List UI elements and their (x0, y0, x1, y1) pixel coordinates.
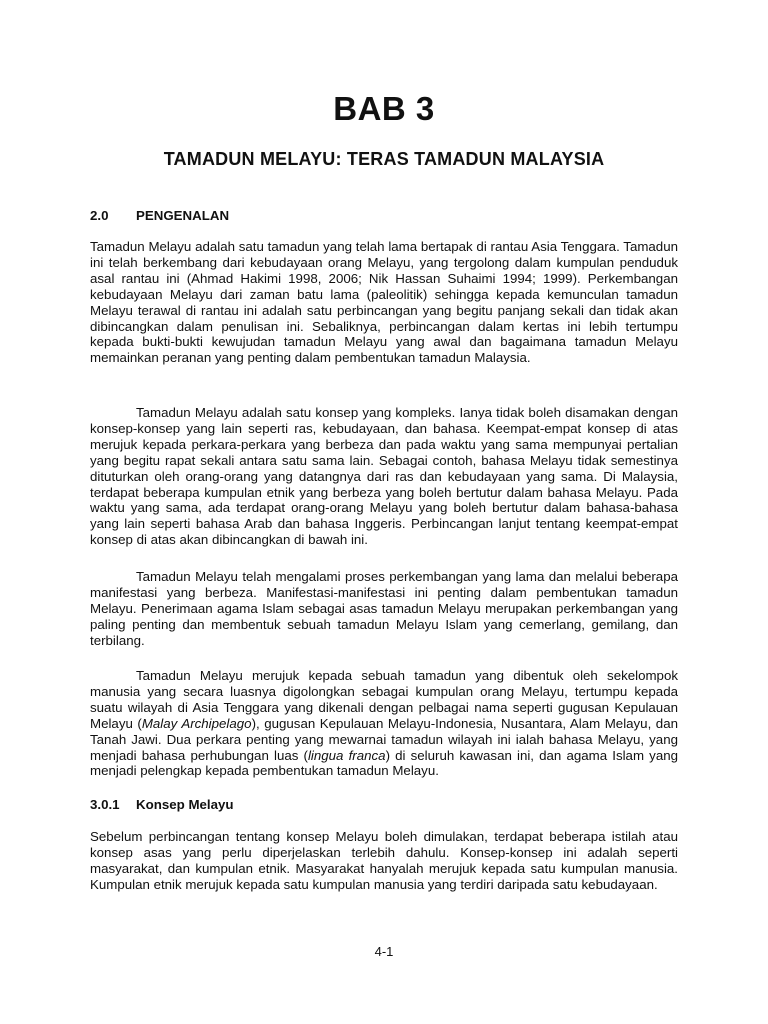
paragraph-text: Tamadun Melayu telah mengalami proses perkembangan yang lama dan melalui beberapa manifestasi yang berbeza. Manifestasi-manifestasi ini penting dalam pembentukan tamadun Melayu. Penerimaan agama Islam sebagai asas tamadun Melayu merupakan perkembangan yang paling penting dan membentuk sebuah tamadun Melayu Islam yang cemerlang, gemilang, dan terbilang. (90, 569, 678, 648)
paragraph (90, 668, 678, 779)
chapter-title: TAMADUN MELAYU: TERAS TAMADUN MALAYSIA (163, 149, 605, 169)
italic-term: lingua franca (307, 747, 386, 763)
paragraph-text: ), gugusan Kepulauan Melayu-Indonesia, Nusantara, Alam Melayu, dan Tanah Jawi. Dua perkara penting yang mewarnai tamadun wilayah ini ialah bahasa Melayu, yang menjadi bahasa perhubungan luas ( (90, 715, 678, 763)
page-number: 4-1 (374, 944, 394, 959)
chapter-label: BAB 3 (333, 90, 435, 127)
paragraph (90, 829, 678, 893)
section-title: PENGENALAN (136, 208, 230, 223)
paragraph-text: Tamadun Melayu adalah satu tamadun yang telah lama bertapak di rantau Asia Tenggara. Tamadun ini telah berkembang dari kebudayaan orang Melayu, yang tergolong dalam kumpulan penduduk asal rantau ini (Ahmad Hakimi 1998, 2006; Nik Hassan Suhaimi 1994; 1999). Perkembangan kebudayaan Melayu dari zaman batu lama (paleolitik) sehingga kepada kemunculan tamadun Melayu terawal di rantau ini adalah satu perbincangan yang begitu panjang sekali dan tidak akan dibincangkan dalam penulisan ini. Sebaliknya, perbincangan dalam kertas ini lebih tertumpu kepada bukti-bukti kewujudan tamadun Melayu yang awal dan bagaimana tamadun Melayu memainkan peranan yang penting dalam pembentukan tamadun Malaysia. (90, 239, 678, 366)
subsection-heading (90, 797, 234, 812)
subsection-title: Konsep Melayu (136, 797, 234, 812)
paragraph (90, 239, 678, 366)
paragraph-text: Tamadun Melayu merujuk kepada sebuah tamadun yang dibentuk oleh sekelompok manusia yang secara luasnya digolongkan sebagai kumpulan orang Melayu, tertumpu kepada suatu wilayah di Asia Tenggara yang dikenali dengan pelbagai nama seperti gugusan Kepulauan Melayu ( (90, 668, 678, 731)
italic-term: Malay Archipelago (141, 715, 252, 731)
paragraph (90, 405, 678, 548)
paragraph-text: ) di seluruh kawasan ini, dan agama Islam yang menjadi pelengkap kepada pembentukan tamadun Melayu. (90, 747, 679, 779)
section-heading (90, 208, 229, 223)
section-number: 2.0 (90, 208, 109, 223)
subsection-number: 3.0.1 (90, 797, 120, 812)
paragraph-text: Tamadun Melayu adalah satu konsep yang kompleks. Ianya tidak boleh disamakan dengan konsep-konsep yang lain seperti ras, kebudayaan, dan bahasa. Keempat-empat konsep di atas merujuk kepada perkara-perkara yang berbeza dan pada waktu yang sama mempunyai pertalian yang begitu rapat sekali antara satu sama lain. Sebagai contoh, bahasa Melayu tidak semestinya dituturkan oleh orang-orang yang datangnya dari ras dan kebudayaan yang sama. Di Malaysia, terdapat beberapa kumpulan etnik yang berbeza yang boleh bertutur dalam bahasa Melayu. Pada waktu yang sama, ada terdapat orang-orang Melayu yang boleh bertutur dalam bahasa-bahasa yang lain seperti bahasa Arab dan bahasa Inggeris. Perbincangan lanjut tentang keempat-empat konsep di atas akan dibincangkan di bawah ini. (90, 405, 678, 548)
paragraph (90, 569, 678, 649)
paragraph-text: Sebelum perbincangan tentang konsep Melayu boleh dimulakan, terdapat beberapa istilah atau konsep asas yang perlu diperjelaskan terlebih dahulu. Konsep-konsep ini adalah seperti masyarakat, dan kumpulan etnik. Masyarakat hanyalah merujuk kepada satu kumpulan manusia. Kumpulan etnik merujuk kepada satu kumpulan manusia yang terdiri daripada satu kebudayaan. (90, 829, 678, 892)
